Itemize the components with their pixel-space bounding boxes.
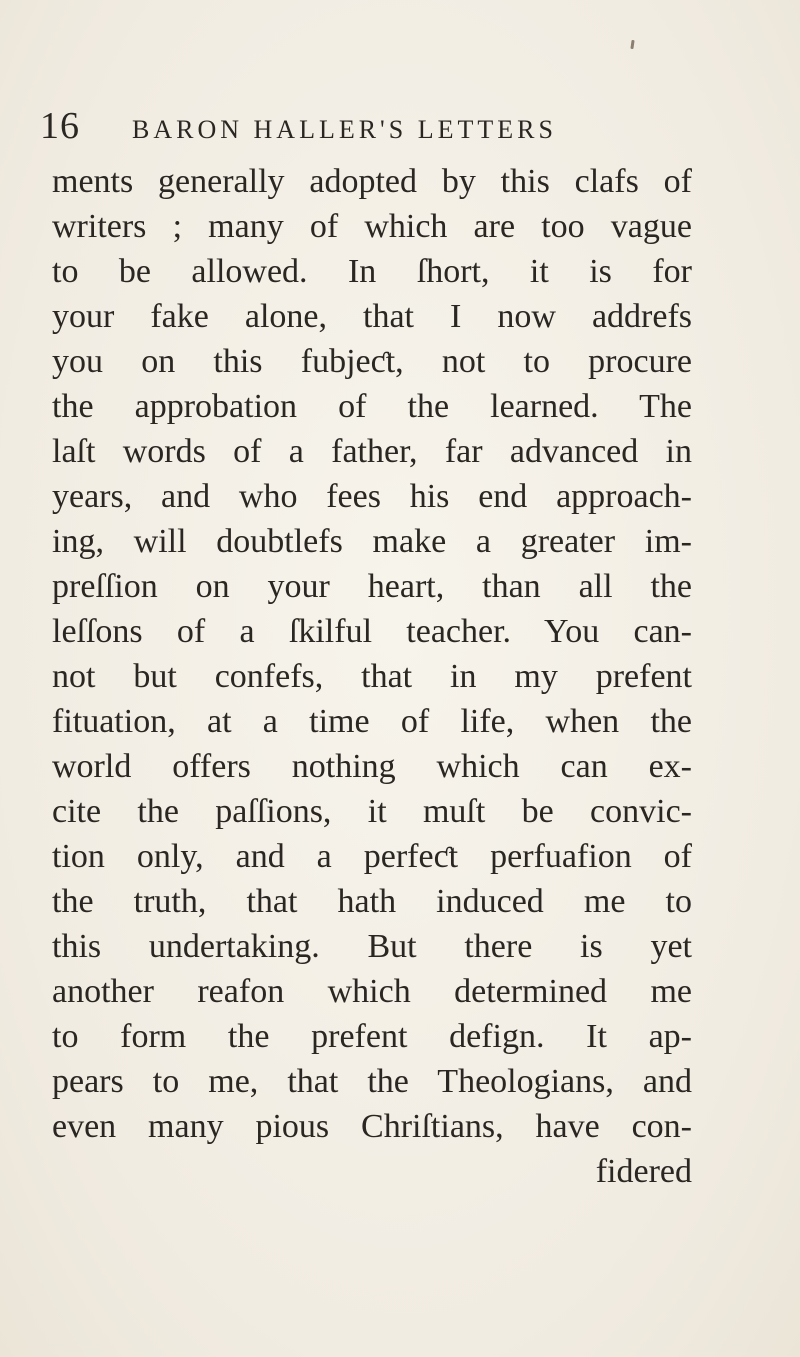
text-line: years, and who fees his end approach-: [52, 478, 692, 515]
text-line: to be allowed. In ſhort, it is for: [52, 253, 692, 290]
text-line: this undertaking. But there is yet: [52, 928, 692, 965]
page-number: 16: [40, 105, 80, 147]
catchword: fidered: [595, 1153, 692, 1190]
text-line: cite the paſſions, it muſt be convic-: [52, 793, 692, 830]
text-line: preſſion on your heart, than all the: [52, 568, 692, 605]
text-line: the approbation of the learned. The: [52, 388, 692, 425]
text-line: tion only, and a perfeƈt perfuafion of: [52, 838, 692, 875]
text-line: laſt words of a father, far advanced in: [52, 433, 692, 470]
text-line: not but confefs, that in my prefent: [52, 658, 692, 695]
text-line: ing, will doubtlefs make a greater im-: [52, 523, 692, 560]
text-line: your fake alone, that I now addrefs: [52, 298, 692, 335]
text-line: you on this fubjeƈt, not to procure: [52, 343, 692, 380]
running-title: BARON HALLER'S LETTERS: [132, 115, 557, 144]
text-line: fituation, at a time of life, when the: [52, 703, 692, 740]
text-line: pears to me, that the Theologians, and: [52, 1063, 692, 1100]
text-line: writers ; many of which are too vague: [52, 208, 692, 245]
text-line: the truth, that hath induced me to: [52, 883, 692, 920]
text-line: leſſons of a ſkilful teacher. You can-: [52, 613, 692, 650]
text-line: world offers nothing which can ex-: [52, 748, 692, 785]
text-line: even many pious Chriſtians, have con-: [52, 1108, 692, 1145]
text-line: ments generally adopted by this clafs of: [52, 163, 692, 200]
text-line: to form the prefent defign. It ap-: [52, 1018, 692, 1055]
text-line: another reafon which determined me: [52, 973, 692, 1010]
